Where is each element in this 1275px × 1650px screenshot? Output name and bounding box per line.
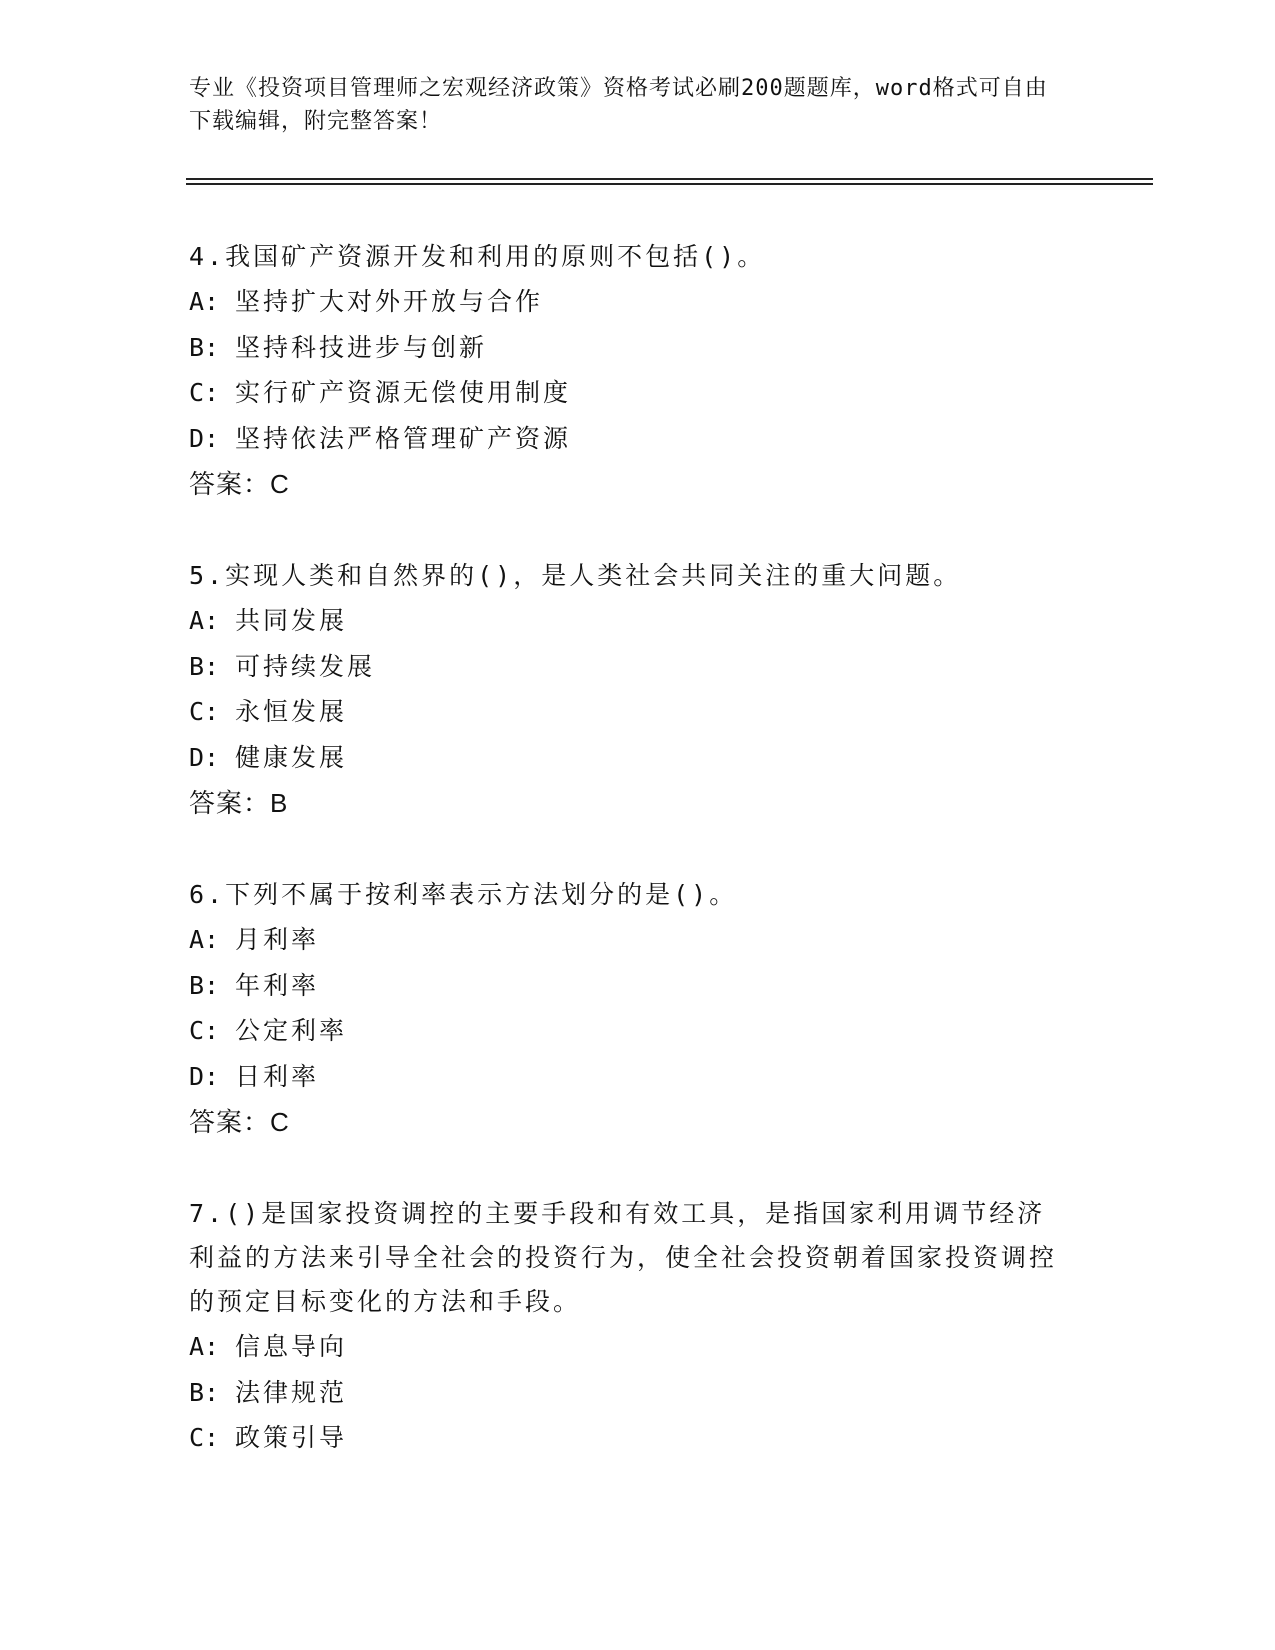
option-b <box>189 644 1069 690</box>
option-d <box>189 1054 1069 1100</box>
option-key: C: <box>189 697 220 726</box>
option-text: 月利率 <box>235 925 320 954</box>
option-key: A: <box>189 925 220 954</box>
option-key: D: <box>189 423 220 453</box>
option-a <box>189 598 1069 644</box>
option-key: D: <box>189 742 220 772</box>
option-key: B: <box>189 970 220 1000</box>
option-text: 健康发展 <box>235 742 348 772</box>
header-divider-bottom <box>186 183 1153 185</box>
option-key: B: <box>189 651 220 681</box>
question-stem: 7.()是国家投资调控的主要手段和有效工具，是指国家利用调节经济利益的方法来引导全社会的投资行为，使全社会投资朝着国家投资调控的预定目标变化的方法和手段。 <box>189 1199 1058 1316</box>
option-text: 法律规范 <box>235 1377 348 1407</box>
option-b <box>189 1370 1069 1416</box>
option-key: C: <box>189 378 220 407</box>
option-text: 信息导向 <box>235 1332 348 1361</box>
question-6 <box>189 873 1069 1145</box>
option-text: 政策引导 <box>235 1423 348 1452</box>
option-key: C: <box>189 1016 220 1045</box>
option-text: 永恒发展 <box>235 697 348 726</box>
option-key: D: <box>189 1061 220 1091</box>
document-header: 专业《投资项目管理师之宏观经济政策》资格考试必刷200题题库，word格式可自由下载编辑，附完整答案！ <box>189 76 1048 134</box>
option-c <box>189 1415 1069 1461</box>
option-b <box>189 325 1069 371</box>
option-d <box>189 416 1069 462</box>
option-c <box>189 1008 1069 1054</box>
question-5 <box>189 554 1069 826</box>
option-key: B: <box>189 332 220 362</box>
option-c <box>189 689 1069 735</box>
option-text: 公定利率 <box>235 1016 348 1045</box>
option-key: B: <box>189 1377 220 1407</box>
answer-line: 答案：B <box>189 788 289 818</box>
option-text: 日利率 <box>235 1061 320 1091</box>
question-stem: 4.我国矿产资源开发和利用的原则不包括()。 <box>189 242 766 271</box>
option-text: 可持续发展 <box>235 651 376 681</box>
option-key: A: <box>189 287 220 316</box>
option-key: A: <box>189 1332 220 1361</box>
option-key: C: <box>189 1423 220 1452</box>
question-stem: 6.下列不属于按利率表示方法划分的是()。 <box>189 880 738 909</box>
option-text: 共同发展 <box>235 606 348 635</box>
option-text: 实行矿产资源无偿使用制度 <box>235 378 572 407</box>
question-4 <box>189 235 1069 507</box>
option-b <box>189 963 1069 1009</box>
option-text: 坚持依法严格管理矿产资源 <box>235 423 572 453</box>
option-key: A: <box>189 606 220 635</box>
option-d <box>189 735 1069 781</box>
option-a <box>189 279 1069 325</box>
header-divider-top <box>186 178 1153 180</box>
question-7 <box>189 1192 1069 1461</box>
option-text: 坚持科技进步与创新 <box>235 332 488 362</box>
answer-line: 答案：C <box>189 1107 290 1137</box>
option-a <box>189 917 1069 963</box>
question-stem: 5.实现人类和自然界的()，是人类社会共同关注的重大问题。 <box>189 561 962 590</box>
option-text: 年利率 <box>235 970 320 1000</box>
option-text: 坚持扩大对外开放与合作 <box>235 287 544 316</box>
option-a <box>189 1324 1069 1370</box>
answer-line: 答案：C <box>189 469 290 499</box>
option-c <box>189 370 1069 416</box>
